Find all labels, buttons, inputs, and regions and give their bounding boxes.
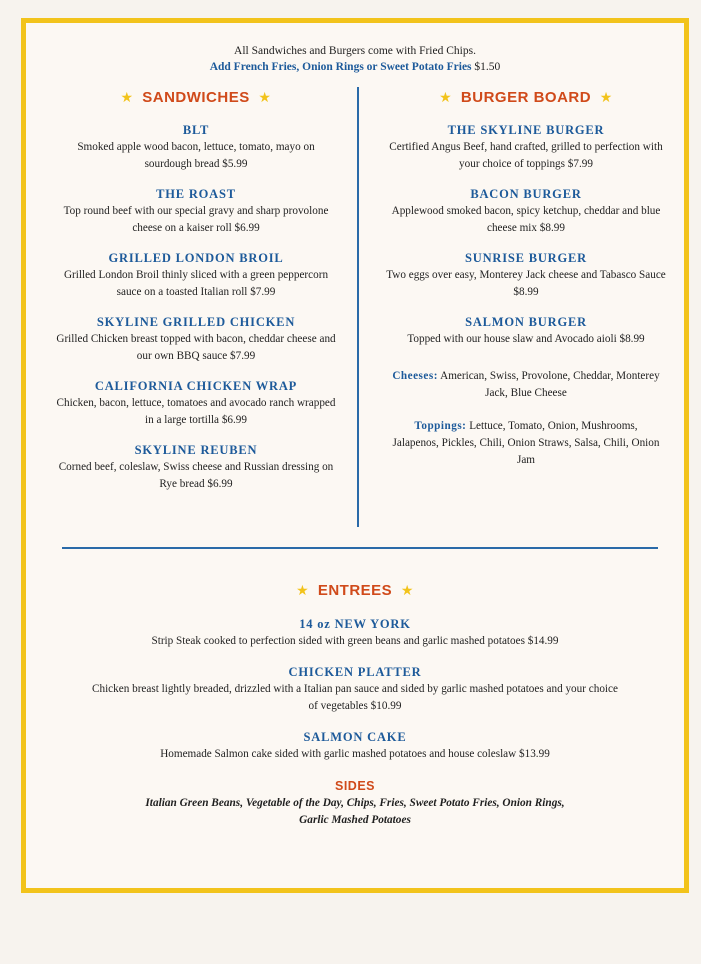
menu-item (46, 121, 346, 173)
burger-board-section (376, 85, 676, 485)
item-description: Topped with our house slaw and Avocado aioli $8.99 (407, 333, 645, 345)
item-name: 14 oz NEW YORK (299, 617, 411, 631)
item-name: CHICKEN PLATTER (288, 665, 422, 679)
item-name: BACON BURGER (470, 187, 582, 201)
sandwiches-heading (46, 85, 346, 109)
star-icon: ★ (439, 89, 453, 105)
star-icon: ★ (258, 89, 272, 105)
item-description: Top round beef with our special gravy and sharp provolone cheese on a kaiser roll $6.99 (63, 205, 329, 234)
item-name: THE SKYLINE BURGER (447, 123, 605, 137)
menu-intro (26, 43, 684, 75)
item-name: GRILLED LONDON BROIL (108, 251, 284, 265)
item-name: SKYLINE GRILLED CHICKEN (96, 315, 296, 329)
menu-item (26, 615, 684, 650)
entrees-title: ENTREES (317, 582, 393, 599)
item-description: Grilled Chicken breast topped with bacon, cheddar cheese and our own BBQ sauce $7.99 (56, 333, 336, 362)
toppings-block (376, 418, 676, 469)
item-name: SALMON CAKE (303, 730, 407, 744)
cheeses-label: Cheeses: (392, 370, 438, 382)
menu-item (46, 313, 346, 365)
burger-board-title: BURGER BOARD (460, 89, 592, 106)
toppings-label: Toppings: (414, 420, 467, 432)
item-name: SALMON BURGER (465, 315, 587, 329)
item-name: BLT (182, 123, 210, 137)
intro-line-2 (26, 59, 684, 75)
entrees-heading (26, 578, 684, 602)
intro-line-2-price: $1.50 (474, 61, 501, 73)
menu-item (376, 185, 676, 237)
item-description: Applewood smoked bacon, spicy ketchup, cheddar and blue cheese mix $8.99 (391, 205, 661, 234)
menu-frame (21, 18, 689, 893)
section-divider (62, 547, 658, 549)
star-icon: ★ (296, 582, 310, 598)
item-description: Chicken, bacon, lettuce, tomatoes and avocado ranch wrapped in a large tortilla $6.99 (56, 397, 336, 426)
item-description: Strip Steak cooked to perfection sided with green beans and garlic mashed potatoes $14.99 (151, 635, 559, 647)
item-description: Corned beef, coleslaw, Swiss cheese and Russian dressing on Rye bread $6.99 (58, 461, 334, 490)
burger-board-heading (376, 85, 676, 109)
item-description: Chicken breast lightly breaded, drizzled with a Italian pan sauce and sided by garlic mashed potatoes and your choice of vegetables $10.99 (92, 683, 618, 712)
intro-line-2-text: Add French Fries, Onion Rings or Sweet Potato Fries (209, 61, 472, 73)
intro-line-1: All Sandwiches and Burgers come with Fried Chips. (234, 45, 476, 57)
menu-item (46, 377, 346, 429)
sides-heading: SIDES (334, 779, 375, 793)
menu-item (46, 185, 346, 237)
sandwiches-title: SANDWICHES (142, 89, 250, 106)
toppings-list: Lettuce, Tomato, Onion, Mushrooms, Jalapenos, Pickles, Chili, Onion Straws, Salsa, Chili, Onion Jam (392, 420, 660, 466)
sides-list: Italian Green Beans, Vegetable of the Day, Chips, Fries, Sweet Potato Fries, Onion Rings, Garlic Mashed Potatoes (145, 797, 565, 826)
item-description: Homemade Salmon cake sided with garlic mashed potatoes and house coleslaw $13.99 (160, 748, 550, 760)
menu-item (46, 249, 346, 301)
menu-item (26, 663, 684, 715)
entrees-section (26, 578, 684, 829)
column-divider (357, 87, 359, 527)
burger-extras (376, 368, 676, 469)
item-name: SKYLINE REUBEN (134, 443, 258, 457)
sandwiches-section (46, 85, 346, 493)
item-description: Two eggs over easy, Monterey Jack cheese and Tabasco Sauce $8.99 (386, 269, 666, 298)
item-name: SUNRISE BURGER (465, 251, 587, 265)
menu-item (376, 313, 676, 348)
menu-item (26, 728, 684, 763)
menu-item (376, 121, 676, 173)
menu-item (376, 249, 676, 301)
cheeses-block (376, 368, 676, 402)
star-icon: ★ (120, 89, 134, 105)
item-name: THE ROAST (156, 187, 236, 201)
item-name: CALIFORNIA CHICKEN WRAP (94, 379, 298, 393)
menu-item (46, 441, 346, 493)
item-description: Smoked apple wood bacon, lettuce, tomato, mayo on sourdough bread $5.99 (77, 141, 315, 170)
item-description: Certified Angus Beef, hand crafted, grilled to perfection with your choice of toppings $7.99 (389, 141, 663, 170)
star-icon: ★ (599, 89, 613, 105)
item-description: Grilled London Broil thinly sliced with a green peppercorn sauce on a toasted Italian roll $7.99 (63, 269, 329, 298)
cheeses-list: American, Swiss, Provolone, Cheddar, Monterey Jack, Blue Cheese (440, 370, 660, 399)
star-icon: ★ (400, 582, 414, 598)
